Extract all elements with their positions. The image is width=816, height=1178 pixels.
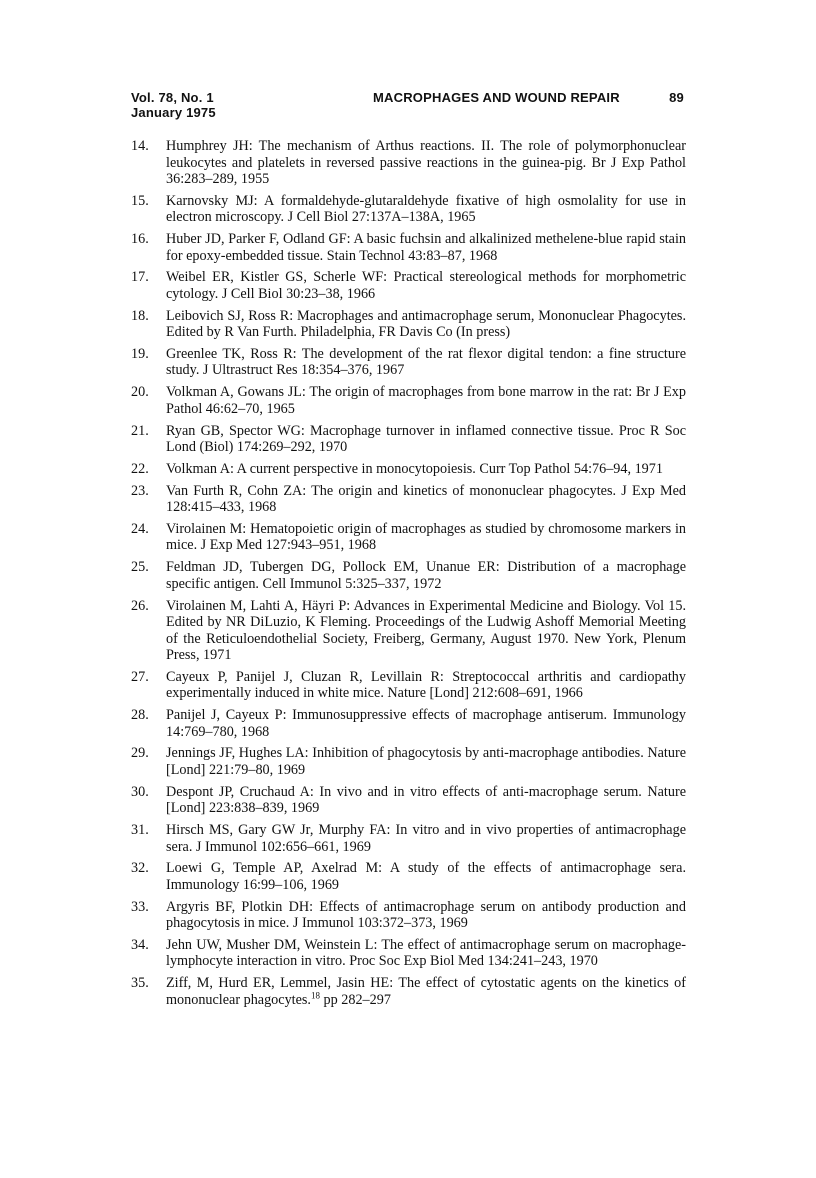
reference-number: 21. bbox=[131, 422, 149, 439]
reference-citation: Ziff, M, Hurd ER, Lemmel, Jasin HE: The effect of cytostatic agents on the kinetics of mononuclear phagocytes. bbox=[166, 975, 686, 1008]
reference-entry bbox=[131, 193, 686, 226]
reference-text bbox=[166, 559, 686, 592]
reference-citation: Volkman A: A current perspective in monocytopoiesis. Curr Top Pathol 54:76–94, 1971 bbox=[166, 460, 663, 477]
reference-text bbox=[166, 975, 686, 1008]
reference-entry bbox=[131, 975, 686, 1008]
reference-number: 17. bbox=[131, 269, 149, 286]
reference-entry bbox=[131, 231, 686, 264]
reference-citation: Despont JP, Cruchaud A: In vivo and in vitro effects of anti-macrophage serum. Nature [Lond] 223:838–839, 1969 bbox=[166, 783, 686, 817]
reference-citation: Greenlee TK, Ross R: The development of the rat flexor digital tendon: a fine structure study. J Ultrastruct Res 18:354–376, 1967 bbox=[166, 345, 686, 379]
reference-citation: Argyris BF, Plotkin DH: Effects of antimacrophage serum on antibody production and phagocytosis in mice. J Immunol 103:372–373, 1969 bbox=[166, 898, 686, 932]
reference-number: 31. bbox=[131, 822, 149, 839]
reference-citation: Van Furth R, Cohn ZA: The origin and kinetics of mononuclear phagocytes. J Exp Med 128:415–433, 1968 bbox=[166, 482, 686, 516]
reference-citation: Virolainen M, Lahti A, Häyri P: Advances in Experimental Medicine and Biology. Vol 15. Edited by NR DiLuzio, K Fleming. Proceedings of the Ludwig Ashoff Memorial Meeting of the Reticuloendothelial Society, Freiberg, Germany, August 1970. New York, Plenum Press, 1971 bbox=[166, 597, 686, 664]
reference-number: 23. bbox=[131, 482, 149, 499]
reference-citation: Jehn UW, Musher DM, Weinstein L: The effect of antimacrophage serum on macrophage-lymphocyte interaction in vitro. Proc Soc Exp Biol Med 134:241–243, 1970 bbox=[166, 936, 686, 970]
reference-superscript: 18 bbox=[310, 990, 320, 1000]
reference-list bbox=[131, 138, 686, 1014]
reference-citation: Karnovsky MJ: A formaldehyde-glutaraldehyde fixative of high osmolality for use in electron microscopy. J Cell Biol 27:137A–138A, 1965 bbox=[166, 192, 686, 226]
reference-citation: Panijel J, Cayeux P: Immunosuppressive effects of macrophage antiserum. Immunology 14:769–780, 1968 bbox=[166, 707, 686, 740]
reference-number: 14. bbox=[131, 138, 149, 154]
reference-citation: Jennings JF, Hughes LA: Inhibition of phagocytosis by anti-macrophage antibodies. Nature [Lond] 221:79–80, 1969 bbox=[166, 745, 686, 778]
reference-citation: Huber JD, Parker F, Odland GF: A basic fuchsin and alkalinized methelene-blue rapid stain for epoxy-embedded tissue. Stain Technol 43:83–87, 1968 bbox=[166, 231, 686, 264]
reference-number: 34. bbox=[131, 936, 149, 953]
reference-entry bbox=[131, 745, 686, 778]
reference-citation: Volkman A, Gowans JL: The origin of macrophages from bone marrow in the rat: Br J Exp Pathol 46:62–70, 1965 bbox=[166, 384, 686, 417]
reference-text bbox=[166, 483, 686, 516]
reference-number: 18. bbox=[131, 307, 149, 324]
reference-number: 15. bbox=[131, 192, 149, 209]
reference-text bbox=[166, 899, 686, 932]
reference-text bbox=[166, 461, 686, 478]
reference-citation: Cayeux P, Panijel J, Cluzan R, Levillain R: Streptococcal arthritis and cardiopathy experimentally induced in white mice. Nature [Lond] 212:608–691, 1966 bbox=[166, 668, 686, 702]
reference-citation: Feldman JD, Tubergen DG, Pollock EM, Unanue ER: Distribution of a macrophage specific antigen. Cell Immunol 5:325–337, 1972 bbox=[166, 559, 686, 592]
reference-entry bbox=[131, 138, 686, 188]
reference-pages: pp 282–297 bbox=[319, 991, 391, 1008]
reference-text bbox=[166, 598, 686, 664]
reference-text bbox=[166, 384, 686, 417]
reference-number: 29. bbox=[131, 745, 149, 762]
running-title: MACROPHAGES AND WOUND REPAIR bbox=[373, 90, 620, 105]
reference-text bbox=[166, 860, 686, 893]
reference-number: 25. bbox=[131, 559, 149, 576]
reference-number: 33. bbox=[131, 898, 149, 915]
page-number: 89 bbox=[669, 90, 684, 105]
reference-text bbox=[166, 521, 686, 554]
reference-text bbox=[166, 231, 686, 264]
reference-text bbox=[166, 423, 686, 456]
reference-text bbox=[166, 784, 686, 817]
reference-entry bbox=[131, 822, 686, 855]
reference-text bbox=[166, 707, 686, 740]
reference-number: 19. bbox=[131, 345, 149, 362]
reference-citation: Humphrey JH: The mechanism of Arthus reactions. II. The role of polymorphonuclear leukocytes and platelets in reversed passive reactions in the guinea-pig. Br J Exp Pathol 36:283–289, 1955 bbox=[166, 138, 686, 187]
reference-entry bbox=[131, 598, 686, 664]
reference-number: 26. bbox=[131, 597, 149, 614]
reference-number: 27. bbox=[131, 668, 149, 685]
reference-text bbox=[166, 138, 686, 188]
reference-number: 32. bbox=[131, 860, 149, 877]
reference-text bbox=[166, 745, 686, 778]
reference-text bbox=[166, 193, 686, 226]
reference-number: 28. bbox=[131, 707, 149, 724]
reference-number: 30. bbox=[131, 783, 149, 800]
reference-number: 35. bbox=[131, 975, 149, 992]
journal-date: January 1975 bbox=[131, 105, 216, 120]
reference-citation: Hirsch MS, Gary GW Jr, Murphy FA: In vitro and in vivo properties of antimacrophage sera. J Immunol 102:656–661, 1969 bbox=[166, 822, 686, 855]
reference-entry bbox=[131, 346, 686, 379]
reference-entry bbox=[131, 937, 686, 970]
reference-number: 16. bbox=[131, 231, 149, 248]
reference-entry bbox=[131, 669, 686, 702]
reference-entry bbox=[131, 521, 686, 554]
reference-entry bbox=[131, 860, 686, 893]
reference-text bbox=[166, 269, 686, 302]
reference-entry bbox=[131, 559, 686, 592]
reference-citation: Ryan GB, Spector WG: Macrophage turnover in inflamed connective tissue. Proc R Soc Lond (Biol) 174:269–292, 1970 bbox=[166, 422, 686, 456]
reference-citation: Weibel ER, Kistler GS, Scherle WF: Practical stereological methods for morphometric cytology. J Cell Biol 30:23–38, 1966 bbox=[166, 269, 686, 302]
reference-entry bbox=[131, 483, 686, 516]
reference-text bbox=[166, 937, 686, 970]
reference-text bbox=[166, 822, 686, 855]
reference-number: 22. bbox=[131, 460, 149, 477]
reference-text bbox=[166, 308, 686, 341]
reference-entry bbox=[131, 423, 686, 456]
reference-citation: Virolainen M: Hematopoietic origin of macrophages as studied by chromosome markers in mice. J Exp Med 127:943–951, 1968 bbox=[166, 520, 686, 554]
reference-number: 24. bbox=[131, 520, 149, 537]
reference-entry bbox=[131, 269, 686, 302]
reference-number: 20. bbox=[131, 384, 149, 401]
reference-entry bbox=[131, 707, 686, 740]
journal-volume: Vol. 78, No. 1 bbox=[131, 90, 214, 105]
reference-entry bbox=[131, 384, 686, 417]
journal-issue-info bbox=[131, 90, 331, 120]
reference-entry bbox=[131, 784, 686, 817]
reference-citation: Leibovich SJ, Ross R: Macrophages and antimacrophage serum, Mononuclear Phagocytes. Edited by R Van Furth. Philadelphia, FR Davis Co (In press) bbox=[166, 307, 686, 341]
reference-citation: Loewi G, Temple AP, Axelrad M: A study of the effects of antimacrophage sera. Immunology 16:99–106, 1969 bbox=[166, 860, 686, 893]
reference-entry bbox=[131, 308, 686, 341]
reference-entry bbox=[131, 461, 686, 478]
reference-text bbox=[166, 346, 686, 379]
reference-entry bbox=[131, 899, 686, 932]
reference-text bbox=[166, 669, 686, 702]
